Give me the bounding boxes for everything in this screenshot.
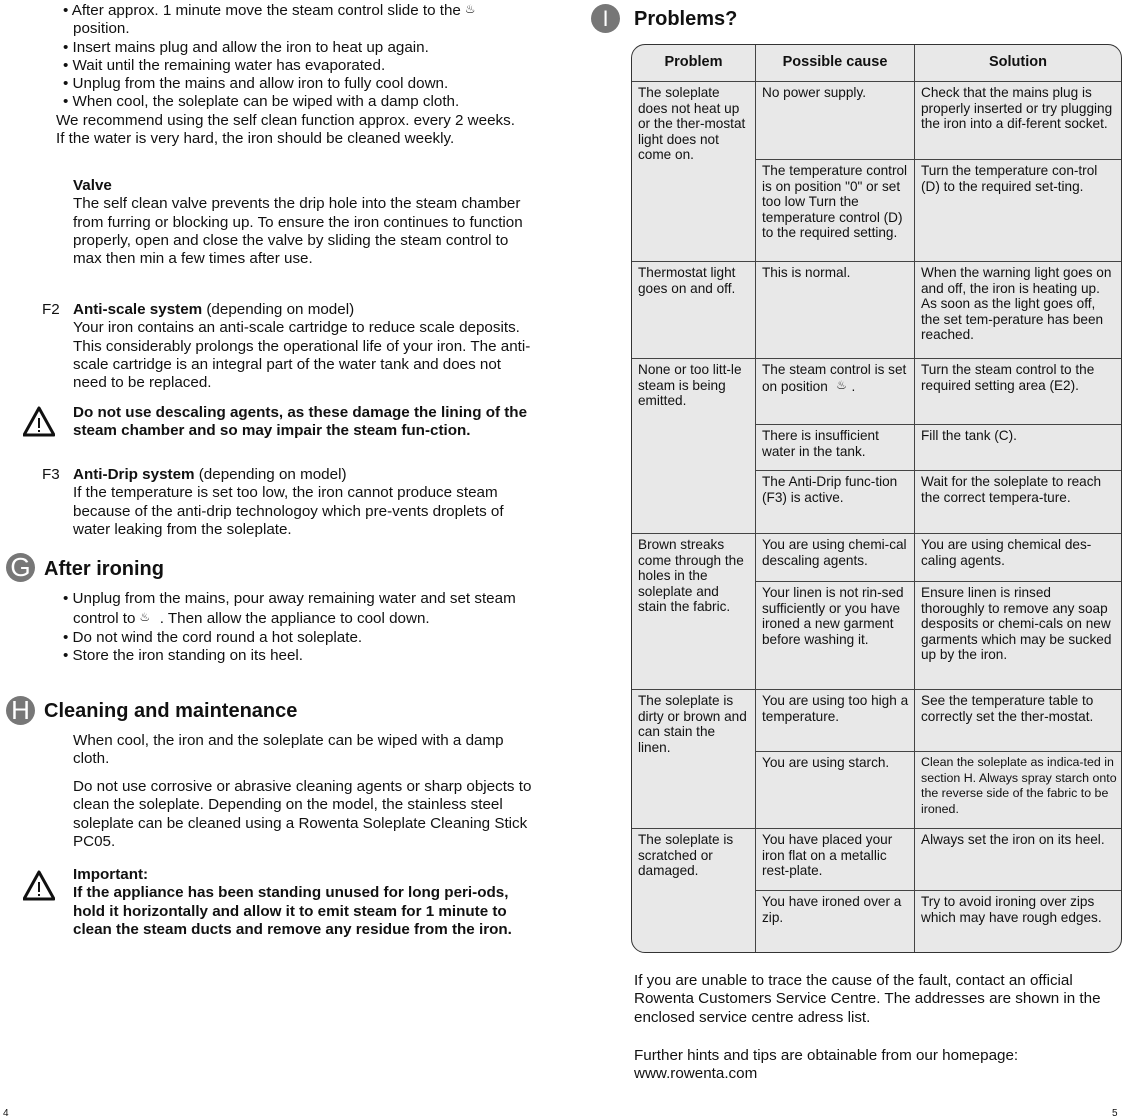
f3-section: F3 Anti-Drip system (depending on model) If the temperature is set too low, the iron cannot produce steam because of the anti-drip technologoy which pre-vents droplets of water leaking from the soleplate. <box>73 466 533 539</box>
important-note: Important: If the appliance has been standing unused for long peri-ods, hold it horizontally and allow it to emit steam for 1 minute to clean the steam ducts and remove any residue from the iron. <box>73 866 512 938</box>
problem-cell: Brown streaks come through the holes in the soleplate and stain the fabric. <box>632 533 755 689</box>
steam-off-icon: ♨ <box>464 2 476 16</box>
section-g-title: After ironing <box>44 558 164 580</box>
page-number-right: 5 <box>1112 1108 1118 1119</box>
bullet: • Do not wind the cord round a hot soleplate. <box>63 628 363 646</box>
bullet: • Insert mains plug and allow the iron to heat up again. <box>63 38 429 56</box>
warning-descaling: Do not use descaling agents, as these damage the lining of the steam chamber and so may impair the steam fun-ction. <box>73 404 528 440</box>
cause-cell: You have ironed over a zip. <box>755 890 914 952</box>
bullet: • Unplug from the mains and allow iron to fully cool down. <box>63 75 449 93</box>
solution-cell: Turn the temperature con-trol (D) to the required set-ting. <box>914 159 1121 261</box>
problem-cell: Thermostat light goes on and off. <box>632 261 755 358</box>
bullet: • When cool, the soleplate can be wiped with a damp cloth. <box>63 93 460 111</box>
solution-cell: Try to avoid ironing over zips which may have rough edges. <box>914 890 1121 952</box>
section-g-badge: G <box>6 553 35 582</box>
solution-cell: Turn the steam control to the required setting area (E2). <box>914 358 1121 424</box>
warning-icon <box>23 406 55 438</box>
steam-off-icon: ♨ <box>139 610 151 625</box>
solution-cell: Wait for the soleplate to reach the correct tempera-ture. <box>914 470 1121 533</box>
cause-cell: The Anti-Drip func-tion (F3) is active. <box>755 470 914 533</box>
header-cause: Possible cause <box>755 45 914 82</box>
bullet: • Unplug from the mains, pour away remaining water and set steam control to ♨ . Then allow the appliance to cool down. <box>63 590 516 628</box>
bullet: • After approx. 1 minute move the steam control slide to the ♨position. <box>56 0 532 39</box>
footer-contact: If you are unable to trace the cause of the fault, contact an official Rowenta Customers Service Centre. The addresses are shown in the enclosed service centre adress list. <box>634 972 1101 1026</box>
cause-cell: Your linen is not rin-sed sufficiently or you have ironed a new garment before washing it. <box>755 581 914 689</box>
solution-cell: Fill the tank (C). <box>914 424 1121 470</box>
bullet: • Wait until the remaining water has evaporated. <box>63 56 386 74</box>
cause-cell: You are using too high a temperature. <box>755 689 914 751</box>
warning-icon <box>23 870 55 902</box>
after-ironing-bullets <box>56 590 532 665</box>
cleaning-para-1: When cool, the iron and the soleplate can be wiped with a damp cloth. <box>73 732 504 768</box>
cause-cell: No power supply. <box>755 82 914 159</box>
valve-text: The self clean valve prevents the drip hole into the steam chamber from furring or blocking up. To ensure the iron continues to function properly, open and close the valve by sliding the steam control to max then min a few times after use. <box>73 195 523 268</box>
header-solution: Solution <box>914 45 1121 82</box>
page-number-left: 4 <box>3 1108 9 1119</box>
solution-cell: You are using chemical des-caling agents. <box>914 533 1121 581</box>
cause-cell: The steam control is set on position ♨ . <box>755 358 914 424</box>
cause-cell: This is normal. <box>755 261 914 358</box>
bullet: • Store the iron standing on its heel. <box>63 646 304 664</box>
problems-table <box>631 44 1122 953</box>
f3-label: F3 <box>42 466 60 483</box>
section-h-title: Cleaning and maintenance <box>44 700 298 722</box>
section-h-badge: H <box>6 696 35 725</box>
section-i-badge: I <box>591 4 620 33</box>
problem-cell: None or too litt-le steam is being emitted. <box>632 358 755 533</box>
solution-cell: When the warning light goes on and off, the iron is heating up. As soon as the light goes off, the set tem-perature has been reached. <box>914 261 1121 358</box>
solution-cell: Always set the iron on its heel. <box>914 828 1121 890</box>
intro-bullets <box>56 0 532 148</box>
f2-label: F2 <box>42 301 60 318</box>
solution-cell: Clean the soleplate as indica-ted in section H. Always spray starch onto the reverse side of the fabric to be ironed. <box>914 751 1121 828</box>
section-i-title: Problems? <box>634 8 738 30</box>
cause-cell: There is insufficient water in the tank. <box>755 424 914 470</box>
intro-paragraph: We recommend using the self clean function approx. every 2 weeks. If the water is very hard, the iron should be cleaned weekly. <box>56 111 515 148</box>
steam-off-icon: ♨ <box>836 377 847 392</box>
cleaning-para-2: Do not use corrosive or abrasive cleaning agents or sharp objects to clean the soleplate. Depending on the model, the stainless steel soleplate can be cleaned using a Rowenta Soleplate Cleaning Stick PC05. <box>73 778 532 850</box>
f2-title: Anti-scale system <box>73 301 203 318</box>
solution-cell: Ensure linen is rinsed thoroughly to remove any soap desposits or chemi-cals on new garments which may be sucked up by the iron. <box>914 581 1121 689</box>
f3-text: If the temperature is set too low, the iron cannot produce steam because of the anti-drip technologoy which pre-vents droplets of water leaking from the soleplate. <box>73 484 504 538</box>
f2-section: F2 Anti-scale system (depending on model) Your iron contains an anti-scale cartridge to reduce scale deposits. This considerably prolongs the operational life of your iron. The anti-scale cartridge is an integral part of the water tank and does not need to be replaced. <box>73 301 533 392</box>
cause-cell: You are using chemi-cal descaling agents. <box>755 533 914 581</box>
cause-cell: The temperature control is on position "0" or set too low Turn the temperature control (D) to the required setting. <box>755 159 914 261</box>
footer-homepage: Further hints and tips are obtainable from our homepage: www.rowenta.com <box>634 1047 1019 1083</box>
problem-cell: The soleplate does not heat up or the ther-mostat light does not come on. <box>638 85 746 162</box>
f3-title: Anti-Drip system <box>73 466 195 483</box>
f2-text: Your iron contains an anti-scale cartridge to reduce scale deposits. This considerably prolongs the operational life of your iron. The anti-scale cartridge is an integral part of the water tank and does not need to be replaced. <box>73 319 531 392</box>
problem-cell: The soleplate is dirty or brown and can stain the linen. <box>632 689 755 828</box>
cause-cell: You are using starch. <box>755 751 914 828</box>
solution-cell: See the temperature table to correctly set the ther-mostat. <box>914 689 1121 751</box>
solution-cell: Check that the mains plug is properly inserted or try plugging the iron into a dif-ferent socket. <box>914 82 1121 159</box>
valve-title: Valve <box>73 177 112 194</box>
valve-section <box>73 177 533 268</box>
cause-cell: You have placed your iron flat on a metallic rest-plate. <box>755 828 914 890</box>
problem-cell: The soleplate is scratched or damaged. <box>632 828 755 952</box>
header-problem: Problem <box>632 45 755 82</box>
